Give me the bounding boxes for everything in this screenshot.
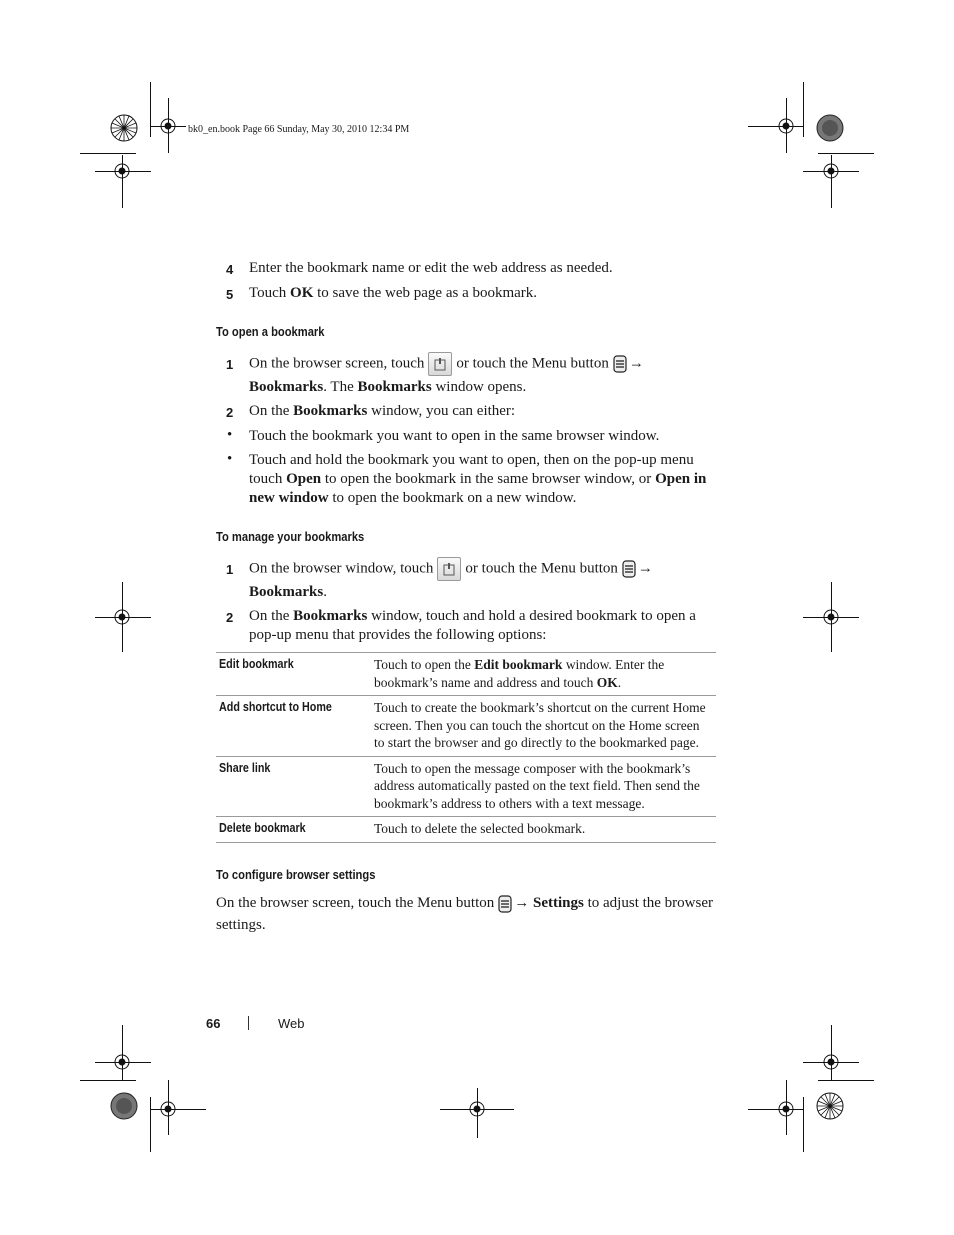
registration-target-icon [153, 1094, 183, 1124]
footer-section-name: Web [278, 1016, 305, 1031]
footer-divider [248, 1016, 249, 1030]
table-row [216, 756, 716, 817]
option-term: Add shortcut to Home [216, 696, 371, 757]
bullet-text: Touch and hold the bookmark you want to open, then on the pop-up menu touch Open to open the bookmark in the same browser window, or Open in new window to open the bookmark on a new window. [249, 452, 707, 506]
page-number: 66 [206, 1016, 221, 1031]
registration-target-icon [462, 1094, 492, 1124]
step-text: On the browser window, touch or touch the Menu button → Bookmarks. [249, 557, 719, 604]
bookmarks-button-icon [428, 352, 452, 376]
bullet-icon: • [227, 427, 233, 443]
step-number: 2 [226, 405, 234, 420]
registration-target-icon [771, 1094, 801, 1124]
step-number: 5 [226, 287, 234, 302]
step-text: Touch OK to save the web page as a bookmark. [249, 285, 538, 301]
step-number: 1 [226, 562, 234, 577]
option-description: Touch to open the message composer with the bookmark’s address automatically pasted on the text field. Then send the bookmark’s address to others with a text message. [371, 756, 716, 817]
option-description: Touch to open the Edit bookmark window. Enter the bookmark’s name and address and touch OK. [371, 653, 716, 696]
table-row [216, 653, 716, 696]
bullet-text: Touch the bookmark you want to open in the same browser window. [249, 428, 660, 444]
registration-target-icon [816, 602, 846, 632]
registration-target-icon [107, 602, 137, 632]
option-description: Touch to delete the selected bookmark. [371, 817, 716, 843]
registration-target-icon [107, 1047, 137, 1077]
menu-button-icon [498, 895, 512, 913]
option-term: Share link [216, 756, 371, 817]
color-rosette-icon [816, 1092, 844, 1120]
registration-target-icon [816, 156, 846, 186]
section-heading: To configure browser settings [216, 867, 376, 882]
step-text: Enter the bookmark name or edit the web address as needed. [249, 260, 613, 276]
step-text: On the Bookmarks window, you can either: [249, 403, 516, 419]
color-rosette-icon [110, 114, 138, 142]
step-number: 4 [226, 262, 234, 277]
bullet-icon: • [227, 451, 233, 467]
step-text: On the Bookmarks window, touch and hold a desired bookmark to open a pop-up menu that provides the following options: [249, 608, 696, 643]
registration-target-icon [107, 156, 137, 186]
option-description: Touch to create the bookmark’s shortcut on the current Home screen. Then you can touch the shortcut on the Home screen to start the browser and go directly to the bookmarked page. [371, 696, 716, 757]
step-text: On the browser screen, touch or touch the Menu button → Bookmarks. The Bookmarks window opens. [249, 352, 719, 399]
settings-paragraph: On the browser screen, touch the Menu button → Settings to adjust the browser settings. [216, 895, 713, 933]
table-row [216, 696, 716, 757]
registration-target-icon [153, 111, 183, 141]
registration-target-icon [816, 1047, 846, 1077]
step-number: 1 [226, 357, 234, 372]
menu-button-icon [622, 560, 636, 578]
bookmark-options-table [216, 652, 716, 843]
gray-rosette-icon [816, 114, 844, 142]
option-term: Delete bookmark [216, 817, 371, 843]
section-heading: To open a bookmark [216, 324, 325, 339]
step-number: 2 [226, 610, 234, 625]
table-row [216, 817, 716, 843]
menu-button-icon [613, 355, 627, 373]
bookmarks-button-icon [437, 557, 461, 581]
print-slug: bk0_en.book Page 66 Sunday, May 30, 2010 12:34 PM [188, 124, 410, 135]
registration-target-icon [771, 111, 801, 141]
gray-rosette-icon [110, 1092, 138, 1120]
section-heading: To manage your bookmarks [216, 529, 365, 544]
option-term: Edit bookmark [216, 653, 371, 696]
